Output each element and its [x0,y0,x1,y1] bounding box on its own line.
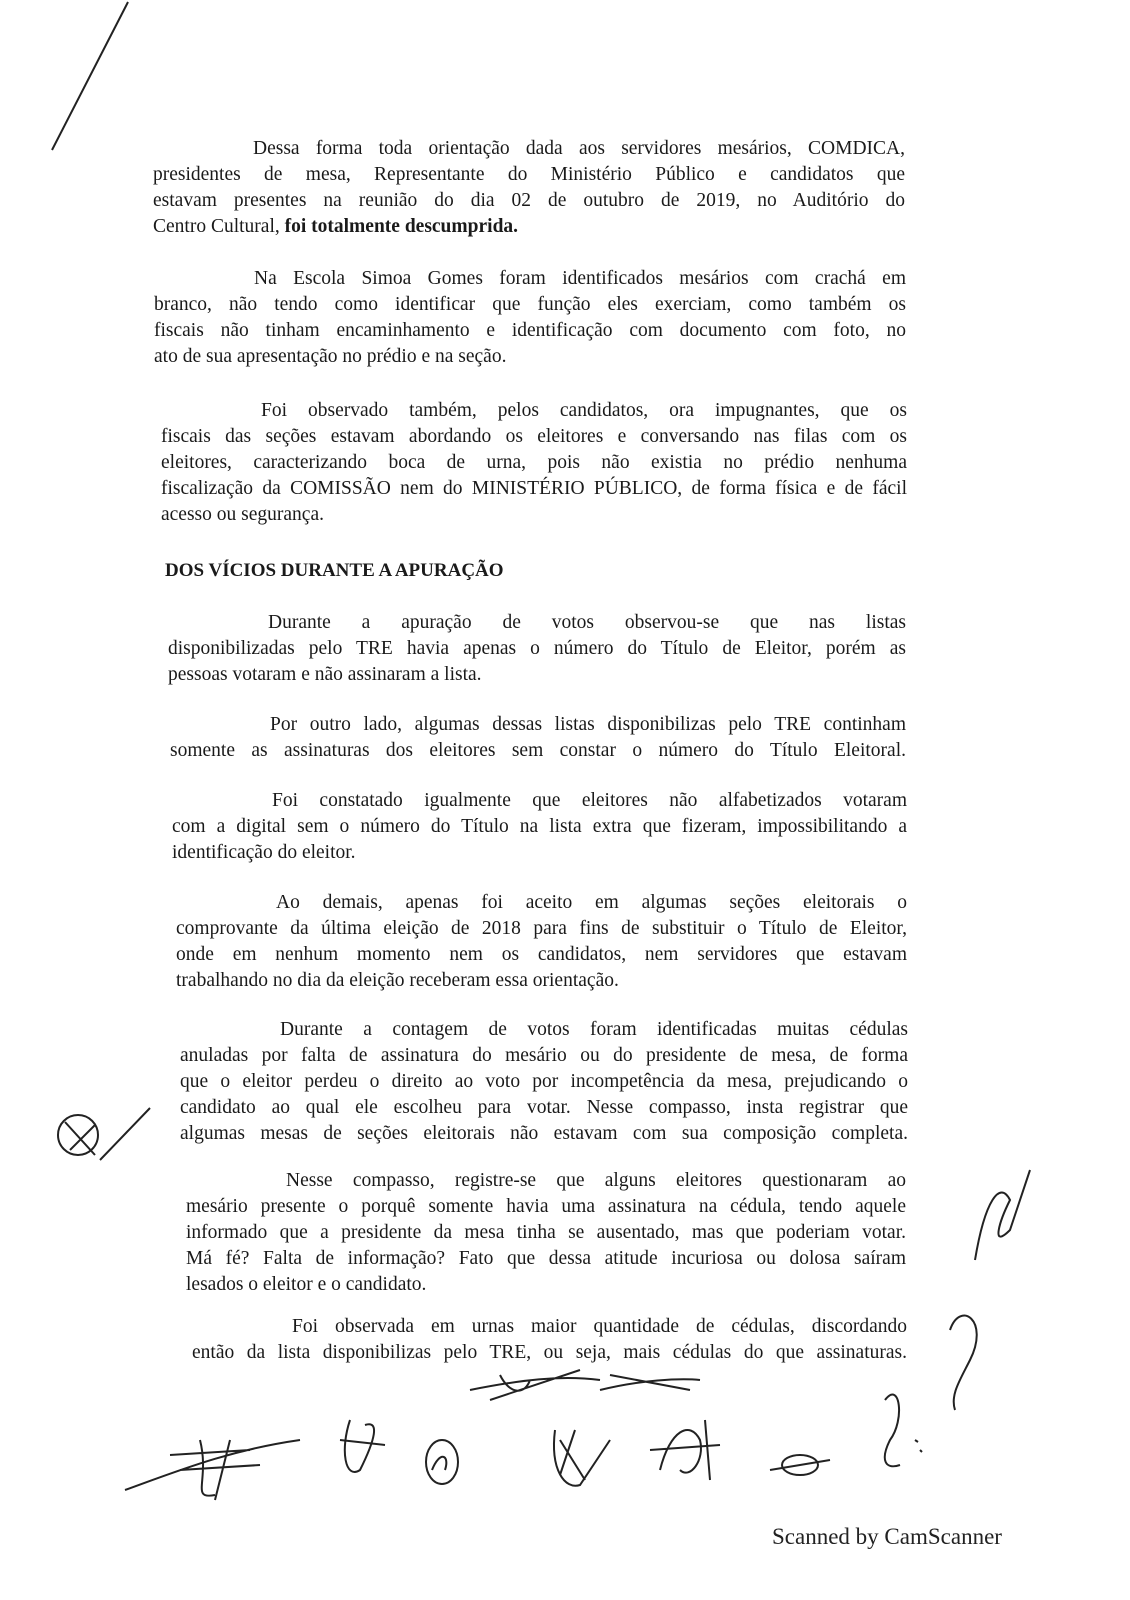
text-line: candidato ao qual ele escolheu para votar. Nesse compasso, insta registrar que [180,1097,908,1118]
paragraph-10 [192,1314,907,1366]
paragraph-8 [180,1017,908,1147]
paragraph-5 [170,712,906,764]
text-line: Centro Cultural, [153,216,280,237]
text-line: Ao demais, apenas foi aceito em algumas seções eleitorais o [276,892,907,913]
text-line: lesados o eleitor e o candidato. [186,1274,427,1295]
text-line: Na Escola Simoa Gomes foram identificados mesários com crachá em [254,268,906,289]
text-line: Durante a contagem de votos foram identificadas muitas cédulas [280,1019,908,1040]
text-line: Durante a apuração de votos observou-se que nas listas [268,612,906,633]
text-line: eleitores, caracterizando boca de urna, pois não existia no prédio nenhuma [161,452,907,473]
signature-2 [340,1420,385,1472]
signature-6 [650,1420,720,1480]
text-line: fiscalização da COMISSÃO nem do MINISTÉRIO PÚBLICO, de forma física e de fácil [161,478,907,499]
text-line: pessoas votaram e não assinaram a lista. [168,664,482,685]
text-line: Foi observada em urnas maior quantidade de cédulas, discordando [292,1316,907,1337]
text-line: então da lista disponibilizas pelo TRE, ou seja, mais cédulas do que assinaturas. [192,1342,907,1363]
text-line: disponibilizadas pelo TRE havia apenas o número do Título de Eleitor, porém as [168,638,906,659]
text-line: que o eleitor perdeu o direito ao voto por incompetência da mesa, prejudicando o [180,1071,908,1092]
paragraph-6 [172,788,907,866]
text-line: Foi observado também, pelos candidatos, ora impugnantes, que os [261,400,907,421]
signature-4 [470,1370,700,1400]
initials-right-margin [975,1170,1030,1260]
emphasis-text: foi totalmente descumprida. [284,216,519,237]
text-line: comprovante da última eleição de 2018 para fins de substituir o Título de Eleitor, [176,918,907,939]
text-line: identificação do eleitor. [172,842,356,863]
text-line: Nesse compasso, registre-se que alguns eleitores questionaram ao [286,1170,906,1191]
text-line: presidentes de mesa, Representante do Ministério Público e candidatos que [153,164,905,185]
text-line [153,214,905,240]
paragraph-9 [186,1168,906,1298]
initials-left-margin [58,1108,150,1160]
signature-7 [770,1455,830,1475]
paragraph-3 [161,398,907,528]
signature-1 [125,1440,300,1500]
signature-3 [426,1440,458,1484]
scanner-watermark: Scanned by CamScanner [772,1524,1002,1549]
text-line: fiscais não tinham encaminhamento e identificação com documento com foto, no [154,320,906,341]
paragraph-2 [154,266,906,370]
text-line: anuladas por falta de assinatura do mesário ou do presidente de mesa, de forma [180,1045,908,1066]
text-line: Foi constatado igualmente que eleitores não alfabetizados votaram [272,790,907,811]
text-line: fiscais das seções estavam abordando os eleitores e conversando nas filas com os [161,426,907,447]
text-line: trabalhando no dia da eleição receberam essa orientação. [176,970,619,991]
paragraph-7 [176,890,907,994]
text-line: acesso ou segurança. [161,504,324,525]
text-line: com a digital sem o número do Título na lista extra que fizeram, impossibilitando a [172,816,907,837]
text-line: Por outro lado, algumas dessas listas disponibilizas pelo TRE continham [270,714,906,735]
paragraph-1 [153,136,905,240]
text-line: algumas mesas de seções eleitorais não estavam com sua composição completa. [180,1123,908,1144]
text-line: Má fé? Falta de informação? Fato que dessa atitude incuriosa ou dolosa saíram [186,1248,906,1269]
margin-stroke [52,2,128,150]
text-line: Dessa forma toda orientação dada aos servidores mesários, COMDICA, [253,138,905,159]
text-line: informado que a presidente da mesa tinha se ausentado, mas que poderiam votar. [186,1222,906,1243]
signature-5 [554,1430,610,1486]
text-line: mesário presente o porquê somente havia uma assinatura na cédula, tendo aquele [186,1196,906,1217]
text-line: somente as assinaturas dos eleitores sem constar o número do Título Eleitoral. [170,740,906,761]
section-heading: DOS VÍCIOS DURANTE A APURAÇÃO [165,560,504,581]
paragraph-4 [168,610,906,688]
text-line: ato de sua apresentação no prédio e na seção. [154,346,507,367]
text-line: onde em nenhum momento nem os candidatos, nem servidores que estavam [176,944,907,965]
text-line: estavam presentes na reunião do dia 02 de outubro de 2019, no Auditório do [153,190,905,211]
text-line: branco, não tendo como identificar que função eles exerciam, como também os [154,294,906,315]
